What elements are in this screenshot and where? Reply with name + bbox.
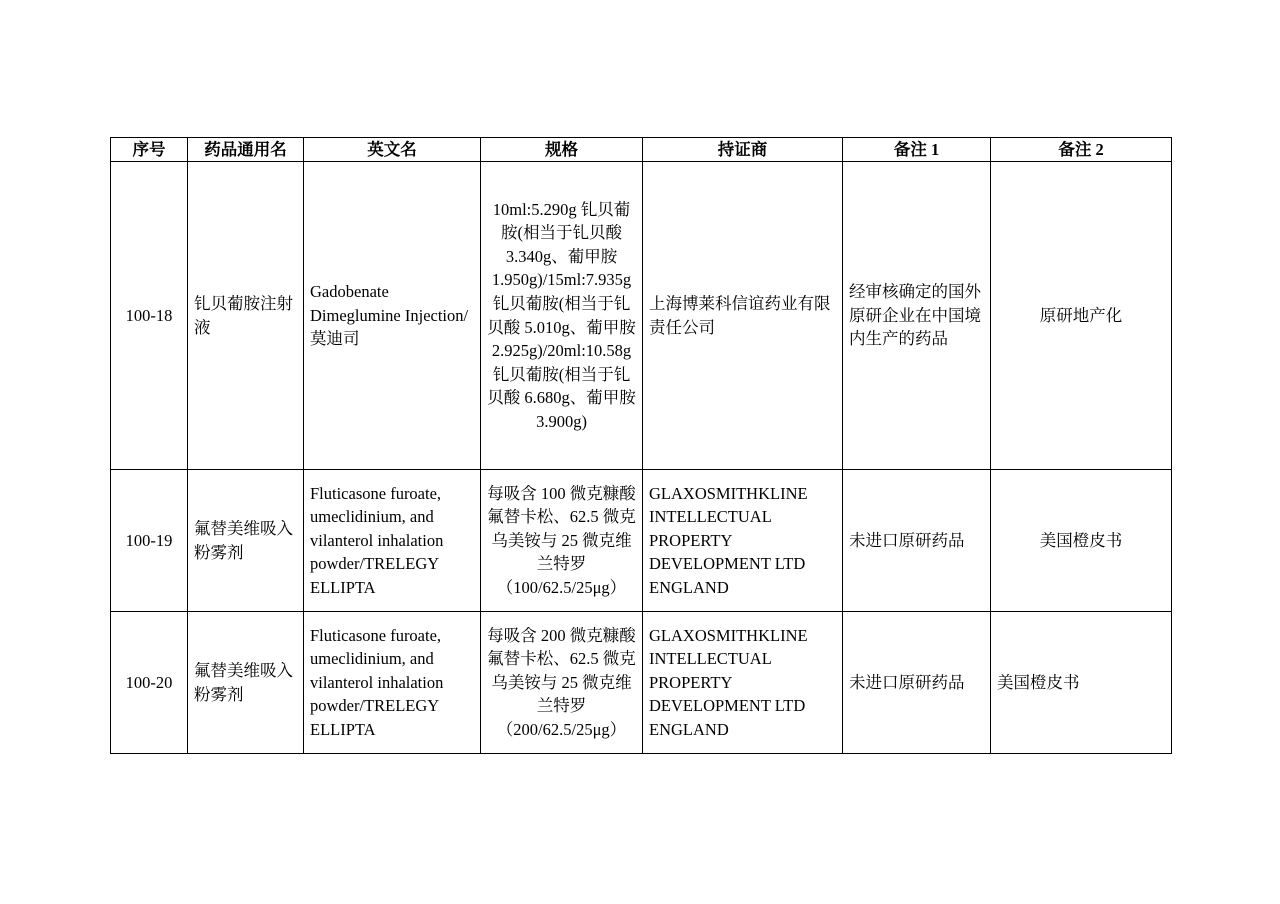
cell-english-name: Gadobenate Dimeglumine Injection/莫迪司 [304, 162, 481, 470]
cell-license-holder: 上海博莱科信谊药业有限责任公司 [643, 162, 843, 470]
cell-english-name: Fluticasone furoate, umeclidinium, and vilanterol inhalation powder/TRELEGY ELLIPTA [304, 612, 481, 754]
cell-license-holder: GLAXOSMITHKLINE INTELLECTUAL PROPERTY DEVELOPMENT LTD ENGLAND [643, 612, 843, 754]
header-generic-name: 药品通用名 [188, 138, 304, 162]
header-note-2: 备注 2 [991, 138, 1172, 162]
cell-note-2: 美国橙皮书 [991, 470, 1172, 612]
drug-list-table [110, 137, 1172, 754]
cell-note-2: 美国橙皮书 [991, 612, 1172, 754]
cell-serial-no: 100-20 [111, 612, 188, 754]
cell-specification: 每吸含 200 微克糠酸氟替卡松、62.5 微克乌美铵与 25 微克维兰特罗 （200/62.5/25μg） [481, 612, 643, 754]
cell-note-1: 未进口原研药品 [843, 612, 991, 754]
header-english-name: 英文名 [304, 138, 481, 162]
header-license-holder: 持证商 [643, 138, 843, 162]
table-row [111, 612, 1172, 754]
cell-license-holder: GLAXOSMITHKLINE INTELLECTUAL PROPERTY DEVELOPMENT LTD ENGLAND [643, 470, 843, 612]
table-header-row [111, 138, 1172, 162]
cell-english-name: Fluticasone furoate, umeclidinium, and vilanterol inhalation powder/TRELEGY ELLIPTA [304, 470, 481, 612]
cell-specification: 10ml:5.290g 钆贝葡胺(相当于钆贝酸 3.340g、葡甲胺 1.950g)/15ml:7.935g 钆贝葡胺(相当于钆贝酸 5.010g、葡甲胺 2.925g)/20ml:10.58g 钆贝葡胺(相当于钆贝酸 6.680g、葡甲胺 3.900g) [481, 162, 643, 470]
cell-specification: 每吸含 100 微克糠酸氟替卡松、62.5 微克乌美铵与 25 微克维兰特罗 （100/62.5/25μg） [481, 470, 643, 612]
header-specification: 规格 [481, 138, 643, 162]
table-row [111, 162, 1172, 470]
cell-generic-name: 氟替美维吸入粉雾剂 [188, 612, 304, 754]
table-row [111, 470, 1172, 612]
cell-generic-name: 钆贝葡胺注射液 [188, 162, 304, 470]
cell-serial-no: 100-18 [111, 162, 188, 470]
header-serial-no: 序号 [111, 138, 188, 162]
cell-note-1: 未进口原研药品 [843, 470, 991, 612]
cell-note-2: 原研地产化 [991, 162, 1172, 470]
cell-serial-no: 100-19 [111, 470, 188, 612]
cell-generic-name: 氟替美维吸入粉雾剂 [188, 470, 304, 612]
header-note-1: 备注 1 [843, 138, 991, 162]
cell-note-1: 经审核确定的国外原研企业在中国境内生产的药品 [843, 162, 991, 470]
